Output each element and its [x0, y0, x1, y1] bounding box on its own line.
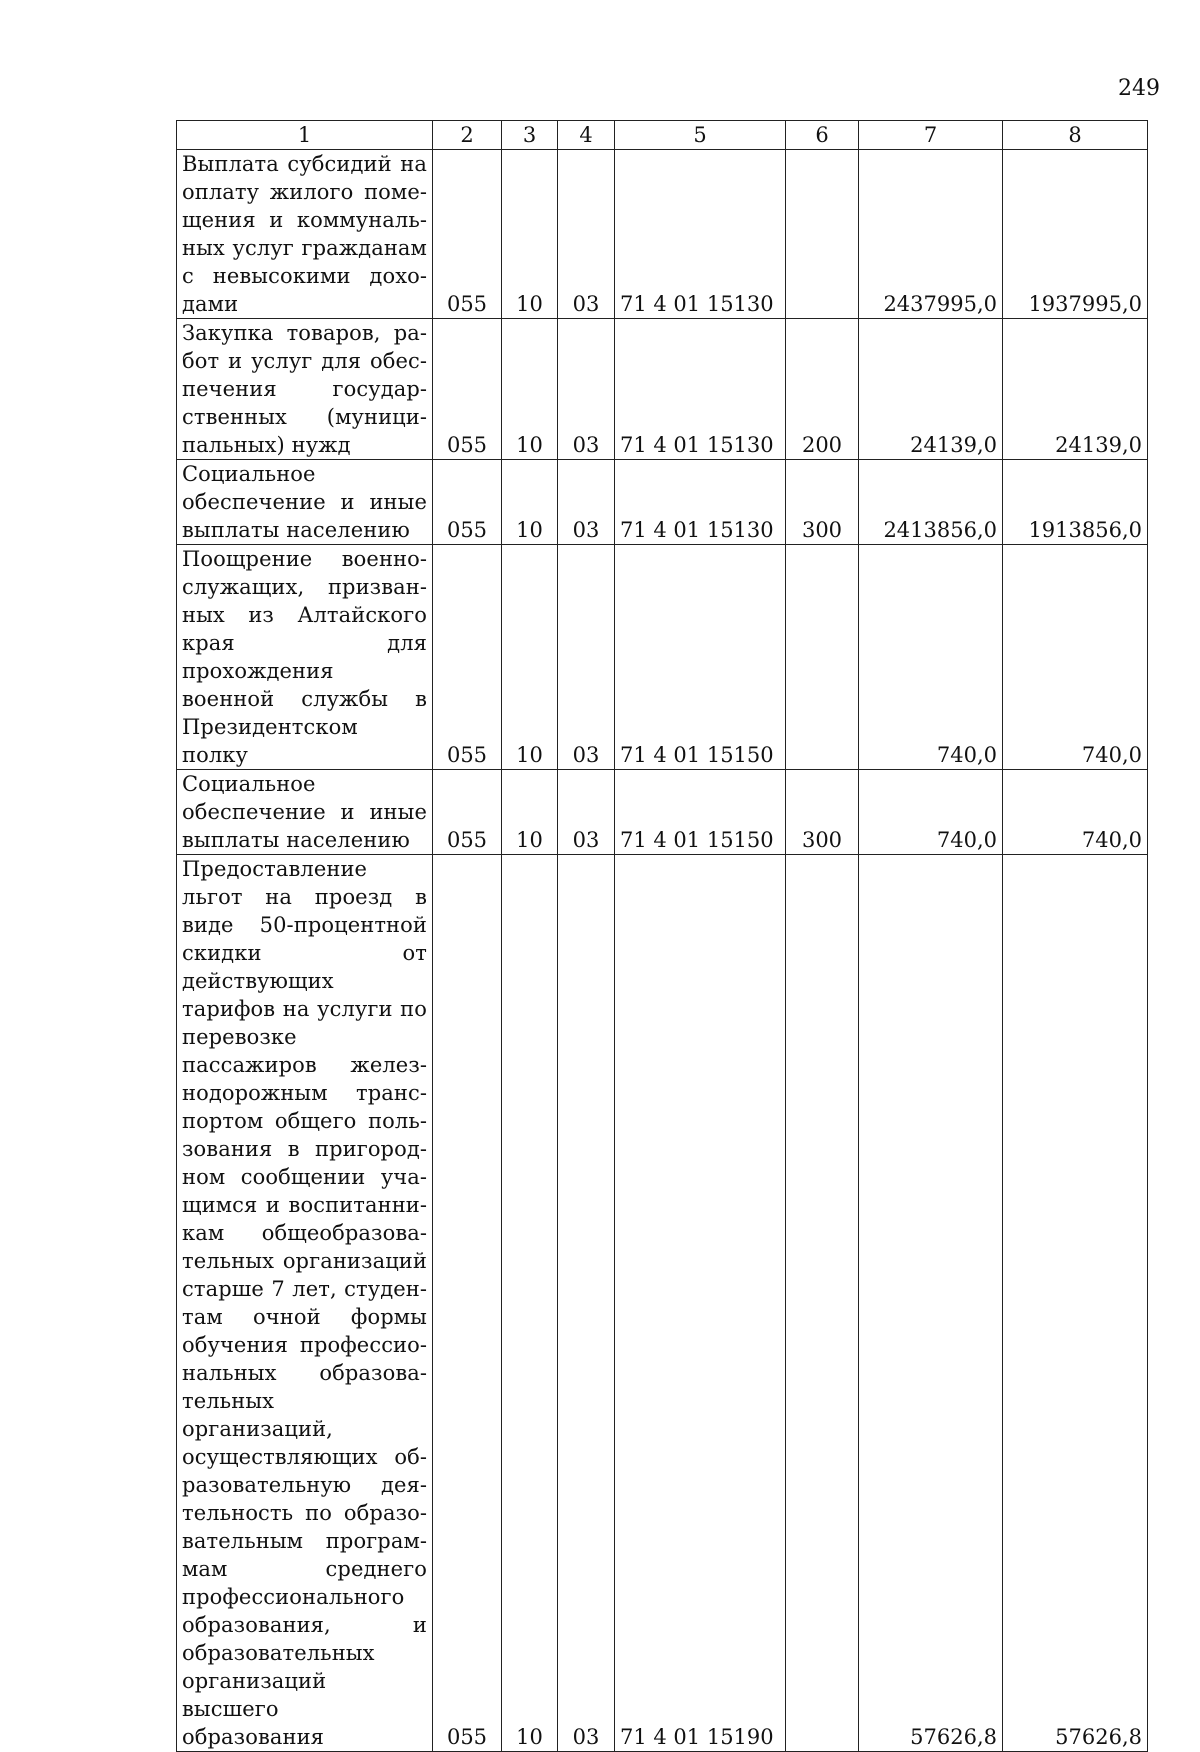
row-csr: 71 4 01 15130	[615, 460, 786, 545]
row-name: Предоставление льгот на проезд в виде 50-процентной скидки от действующих тарифов на услуги по перевозке пассажиров железнодорожным транспортом общего пользования в пригородном сообщении учащимся и воспитанникам общеобразовательных организаций старше 7 лет, студентам очной формы обучения профессиональных образовательных организаций, осуществляющих образовательную деятельность по образовательным программам среднего профессионального образования, и образовательных организаций высшего образования	[177, 855, 433, 1752]
row-sum1: 2413856,0	[859, 460, 1003, 545]
row-vr: 300	[786, 770, 859, 855]
row-pr: 03	[558, 150, 615, 319]
budget-table	[176, 120, 1148, 1752]
row-csr: 71 4 01 15150	[615, 545, 786, 770]
row-rz: 10	[502, 545, 558, 770]
row-csr: 71 4 01 15150	[615, 770, 786, 855]
row-pr: 03	[558, 319, 615, 460]
row-sum2: 1913856,0	[1003, 460, 1148, 545]
row-name: Закупка товаров, работ и услуг для обеспечения государственных (муниципальных) нужд	[177, 319, 433, 460]
row-vr: 200	[786, 319, 859, 460]
header-cell: 7	[859, 121, 1003, 150]
row-gr: 055	[433, 855, 502, 1752]
row-pr: 03	[558, 855, 615, 1752]
row-gr: 055	[433, 545, 502, 770]
row-csr: 71 4 01 15190	[615, 855, 786, 1752]
table-row	[177, 545, 1148, 770]
header-cell: 8	[1003, 121, 1148, 150]
row-sum1: 740,0	[859, 770, 1003, 855]
row-sum2: 1937995,0	[1003, 150, 1148, 319]
row-vr	[786, 855, 859, 1752]
table-row	[177, 770, 1148, 855]
header-cell: 5	[615, 121, 786, 150]
table-row	[177, 319, 1148, 460]
row-gr: 055	[433, 770, 502, 855]
row-sum2: 57626,8	[1003, 855, 1148, 1752]
row-sum1: 24139,0	[859, 319, 1003, 460]
row-rz: 10	[502, 770, 558, 855]
row-pr: 03	[558, 545, 615, 770]
header-cell: 6	[786, 121, 859, 150]
row-gr: 055	[433, 150, 502, 319]
row-name: Выплата субсидий на оплату жилого помещения и коммунальных услуг гражданам с невысокими доходами	[177, 150, 433, 319]
row-rz: 10	[502, 460, 558, 545]
row-vr: 300	[786, 460, 859, 545]
row-csr: 71 4 01 15130	[615, 319, 786, 460]
row-csr: 71 4 01 15130	[615, 150, 786, 319]
row-sum2: 740,0	[1003, 545, 1148, 770]
row-vr	[786, 545, 859, 770]
row-sum1: 57626,8	[859, 855, 1003, 1752]
header-cell: 2	[433, 121, 502, 150]
row-sum2: 740,0	[1003, 770, 1148, 855]
page-number: 249	[1118, 76, 1160, 101]
row-pr: 03	[558, 460, 615, 545]
row-name: Поощрение военнослужащих, призванных из Алтайского края для прохождения военной службы в Президентском полку	[177, 545, 433, 770]
header-cell: 1	[177, 121, 433, 150]
table-row	[177, 150, 1148, 319]
table-row	[177, 460, 1148, 545]
row-name: Социальное обеспечение и иные выплаты населению	[177, 770, 433, 855]
header-row	[177, 121, 1148, 150]
row-rz: 10	[502, 855, 558, 1752]
header-cell: 4	[558, 121, 615, 150]
row-rz: 10	[502, 319, 558, 460]
row-pr: 03	[558, 770, 615, 855]
header-cell: 3	[502, 121, 558, 150]
row-gr: 055	[433, 460, 502, 545]
row-gr: 055	[433, 319, 502, 460]
table-body	[177, 150, 1148, 1752]
row-sum2: 24139,0	[1003, 319, 1148, 460]
row-name: Социальное обеспечение и иные выплаты населению	[177, 460, 433, 545]
row-sum1: 2437995,0	[859, 150, 1003, 319]
table-row	[177, 855, 1148, 1752]
row-sum1: 740,0	[859, 545, 1003, 770]
row-vr	[786, 150, 859, 319]
row-rz: 10	[502, 150, 558, 319]
table-header	[177, 121, 1148, 150]
